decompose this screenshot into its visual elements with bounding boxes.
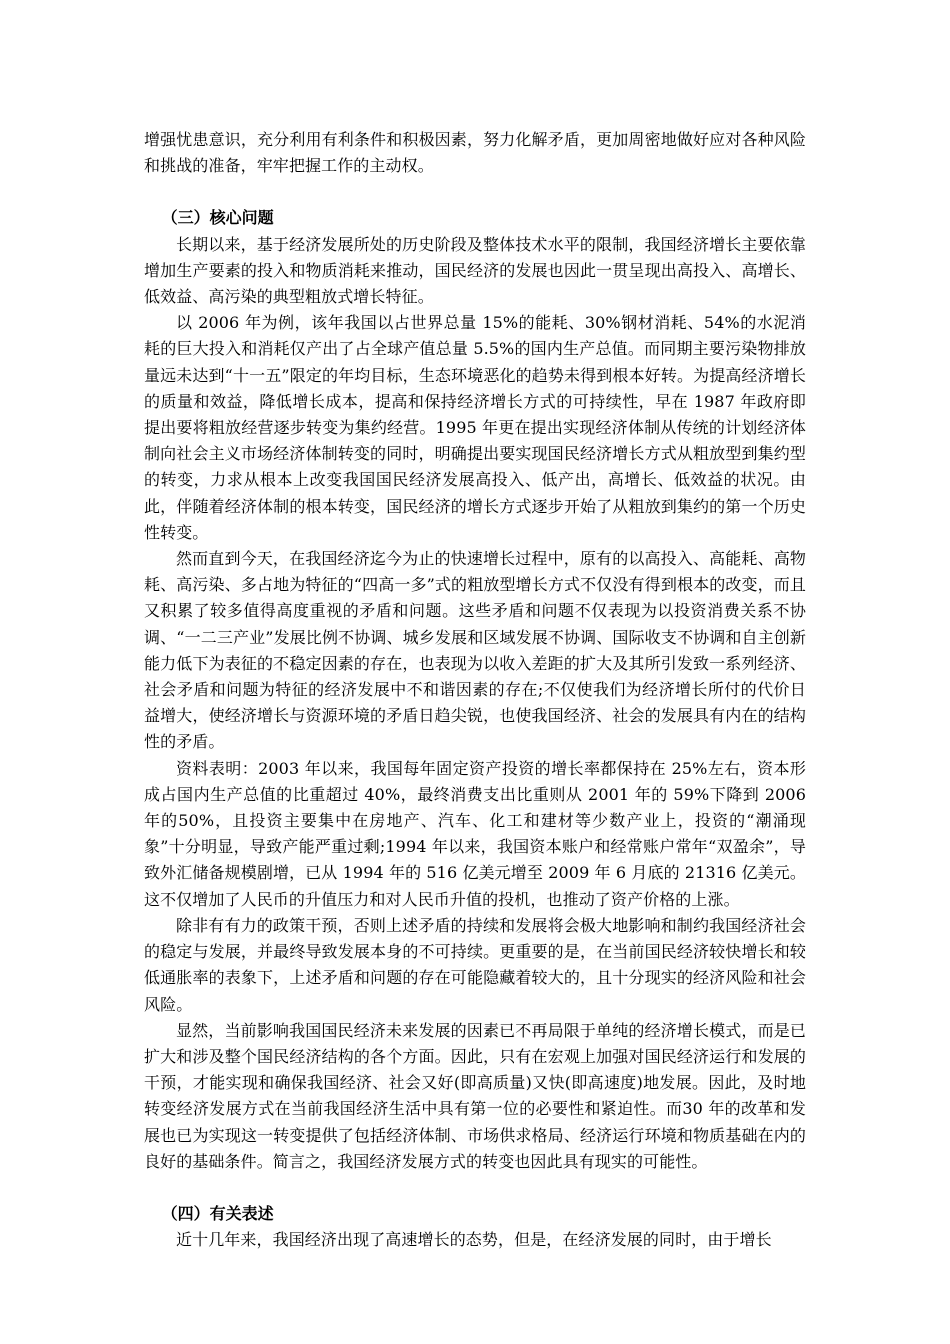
document-page — [144, 127, 806, 1253]
section-4-heading: （四）有关表述 — [161, 1203, 274, 1223]
section-3-paragraph-4: 资料表明：2003 年以来，我国每年固定资产投资的增长率都保持在 25%左右，资本形成占国内生产总值的比重超过 40%，最终消费支出比重则从 2001 年的 59%下降到 2006 年的50%，且投资主要集中在房地产、汽车、化工和建材等少数产业上，投资的“潮涌现象”十分明显，导致产能严重过剩;1994 年以来，我国资本账户和经常账户常年“双盈余”，导致外汇储备规模剧增，已从 1994 年的 516 亿美元增至 2009 年 6 月底的 21316 亿美元。这不仅增加了人民币的升值压力和对人民币升值的投机，也推动了资产价格的上涨。 — [144, 758, 806, 909]
section-3-heading: （三）核心问题 — [161, 208, 274, 228]
section-3-paragraph-2: 以 2006 年为例，该年我国以占世界总量 15%的能耗、30%钢材消耗、54%的水泥消耗的巨大投入和消耗仅产出了占全球产值总量 5.5%的国内生产总值。而同期主要污染物排放量远未达到“十一五”限定的年均目标，生态环境恶化的趋势未得到根本好转。为提高经济增长的质量和效益，降低增长成本，提高和保持经济增长方式的可持续性，早在 1987 年政府即提出要将粗放经营逐步转变为集约经营。1995 年更在提出实现经济体制从传统的计划经济体制向社会主义市场经济体制转变的同时，明确提出要实现国民经济增长方式从粗放型到集约型的转变，力求从根本上改变我国国民经济发展高投入、低产出，高增长、低效益的状况。由此，伴随着经济体制的根本转变，国民经济的增长方式逐步开始了从粗放到集约的第一个历史性转变。 — [144, 313, 806, 542]
section-4-paragraph-1: 近十几年来，我国经济出现了高速增长的态势，但是，在经济发展的同时，由于增长 — [176, 1230, 772, 1250]
section-3-paragraph-6: 显然，当前影响我国国民经济未来发展的因素已不再局限于单纯的经济增长模式，而是已扩大和涉及整个国民经济结构的各个方面。因此，只有在宏观上加强对国民经济运行和发展的干预，才能实现和确保我国经济、社会又好(即高质量)又快(即高速度)地发展。因此，及时地转变经济发展方式在当前我国经济生活中具有第一位的必要性和紧迫性。而30 年的改革和发展也已为实现这一转变提供了包括经济体制、市场供求格局、经济运行环境和物质基础在内的良好的基础条件。简言之，我国经济发展方式的转变也因此具有现实的可能性。 — [144, 1020, 806, 1171]
section-3-paragraph-5: 除非有有力的政策干预，否则上述矛盾的持续和发展将会极大地影响和制约我国经济社会的稳定与发展，并最终导致发展本身的不可持续。更重要的是，在当前国民经济较快增长和较低通胀率的表象下，上述矛盾和问题的存在可能隐藏着较大的，且十分现实的经济风险和社会风险。 — [144, 915, 806, 1014]
section-3-paragraph-3: 然而直到今天，在我国经济迄今为止的快速增长过程中，原有的以高投入、高能耗、高物耗、高污染、多占地为特征的“四高一多”式的粗放型增长方式不仅没有得到根本的改变，而且又积累了较多值得高度重视的矛盾和问题。这些矛盾和问题不仅表现为以投资消费关系不协调、“一二三产业”发展比例不协调、城乡发展和区域发展不协调、国际收支不协调和自主创新能力低下为表征的不稳定因素的存在，也表现为以收入差距的扩大及其所引发致一系列经济、社会矛盾和问题为特征的经济发展中不和谐因素的存在;不仅使我们为经济增长所付的代价日益增大，使经济增长与资源环境的矛盾日趋尖锐，也使我国经济、社会的发展具有内在的结构性的矛盾。 — [144, 549, 806, 752]
spacer — [144, 179, 806, 205]
section-3-paragraph-1: 长期以来，基于经济发展所处的历史阶段及整体技术水平的限制，我国经济增长主要依靠增加生产要素的投入和物质消耗来推动，国民经济的发展也因此一贯呈现出高投入、高增长、低效益、高污染的典型粗放式增长特征。 — [144, 234, 806, 307]
intro-paragraph: 增强忧患意识，充分利用有利条件和积极因素，努力化解矛盾，更加周密地做好应对各种风险和挑战的准备，牢牢把握工作的主动权。 — [144, 130, 806, 176]
spacer — [144, 1175, 806, 1201]
